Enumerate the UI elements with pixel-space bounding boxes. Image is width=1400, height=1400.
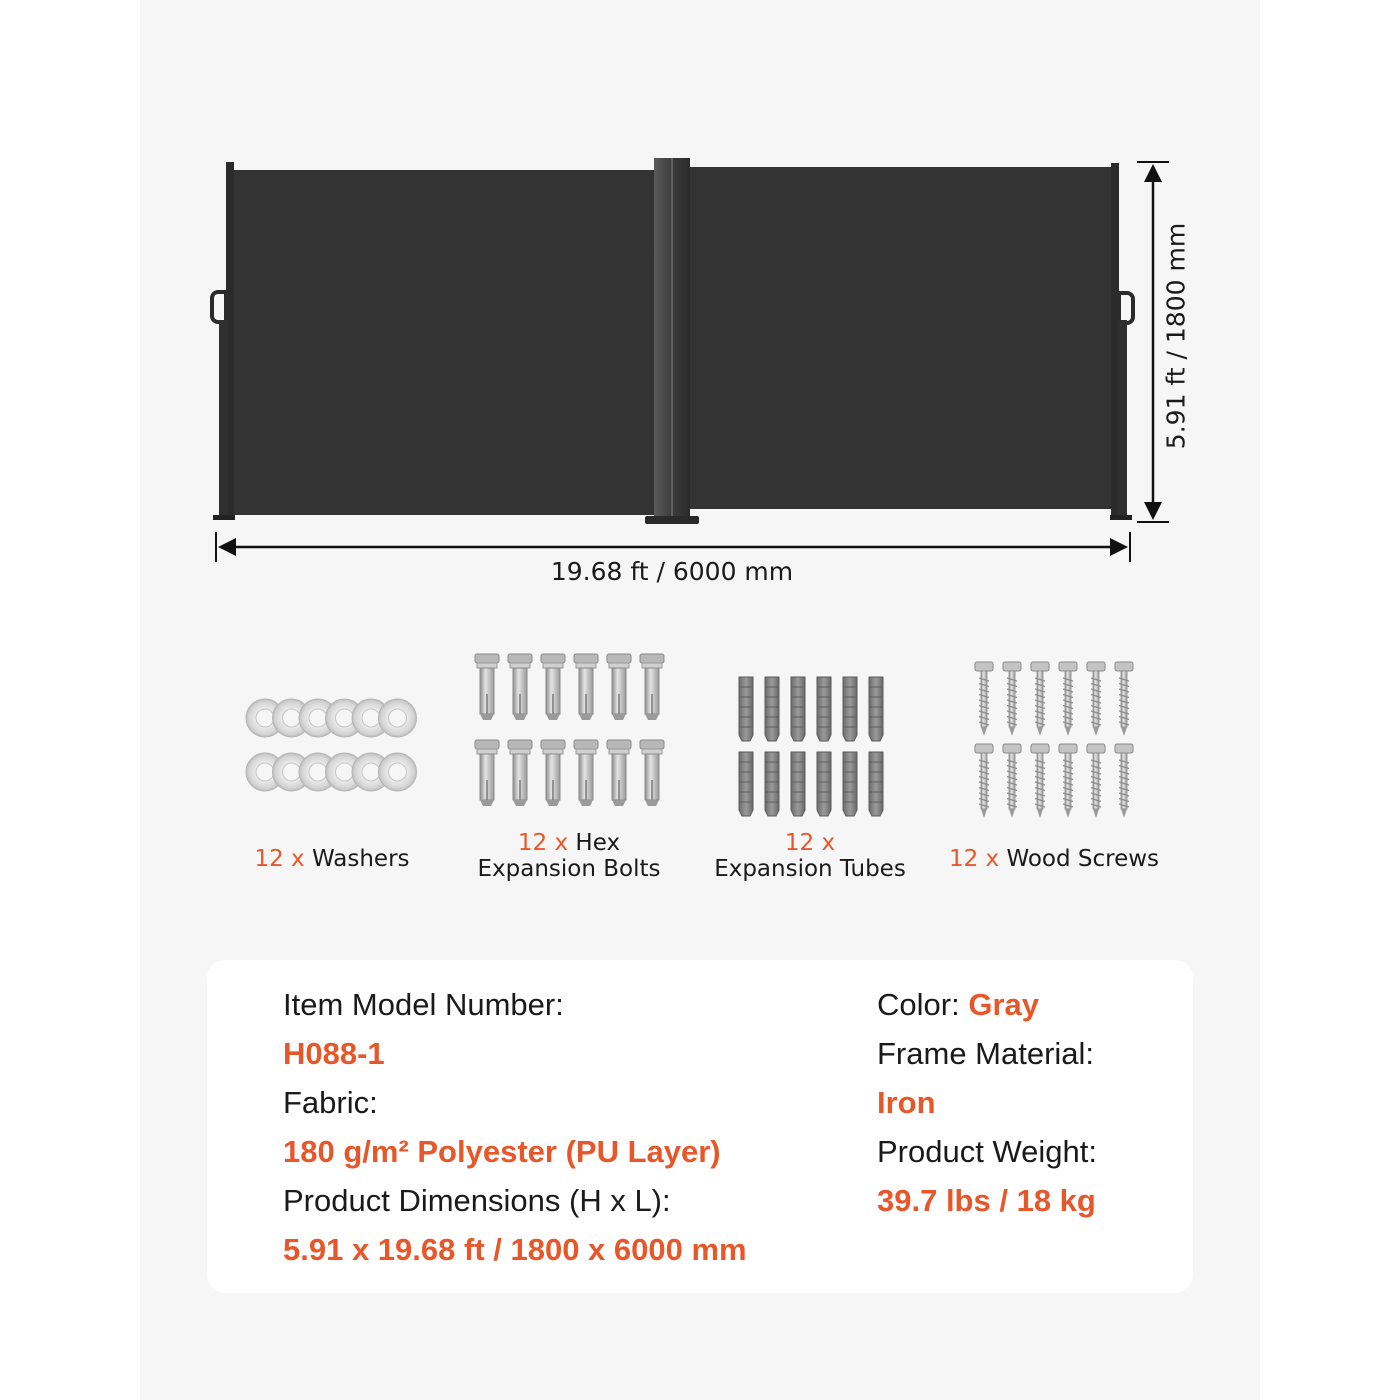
left-fabric-panel — [232, 170, 654, 515]
accessory-label-wood-screws: 12 x Wood Screws — [948, 846, 1160, 872]
model-number-label: Item Model Number: — [283, 987, 564, 1022]
left-end-pole — [212, 162, 235, 520]
weight-value: 39.7 lbs / 18 kg — [877, 1183, 1096, 1218]
accessory-label-expansion-tubes: 12 x Expansion Tubes — [714, 830, 906, 882]
spec-card — [207, 960, 1193, 1293]
model-number-value: H088-1 — [283, 1036, 385, 1071]
expansion-tube-icon — [739, 677, 883, 816]
color-row — [877, 980, 1097, 1029]
spec-column-right — [877, 980, 1097, 1225]
dimensions-label: Product Dimensions (H x L): — [283, 1183, 671, 1218]
washer-icon — [246, 699, 417, 791]
color-value: Gray — [968, 987, 1039, 1022]
right-end-pole — [1110, 163, 1133, 520]
height-dimension-label: 5.91 ft / 1800 mm — [1161, 222, 1191, 450]
dimensions-value: 5.91 x 19.68 ft / 1800 x 6000 mm — [283, 1232, 747, 1267]
width-dimension-label: 19.68 ft / 6000 mm — [550, 557, 794, 586]
frame-material-value: Iron — [877, 1085, 936, 1120]
color-label: Color: — [877, 987, 960, 1022]
spec-column-left — [283, 980, 747, 1274]
accessories-illustration — [0, 640, 1400, 830]
frame-material-label: Frame Material: — [877, 1036, 1095, 1071]
accessory-label-washers: 12 x Washers — [254, 846, 410, 872]
right-fabric-panel — [690, 167, 1114, 509]
fabric-label: Fabric: — [283, 1085, 378, 1120]
fabric-value: 180 g/m² Polyester (PU Layer) — [283, 1134, 721, 1169]
accessory-label-hex-bolts: 12 x Hex Expansion Bolts — [477, 830, 661, 882]
wood-screw-icon — [975, 662, 1133, 818]
hex-expansion-bolt-icon — [475, 654, 664, 806]
weight-label: Product Weight: — [877, 1134, 1097, 1169]
